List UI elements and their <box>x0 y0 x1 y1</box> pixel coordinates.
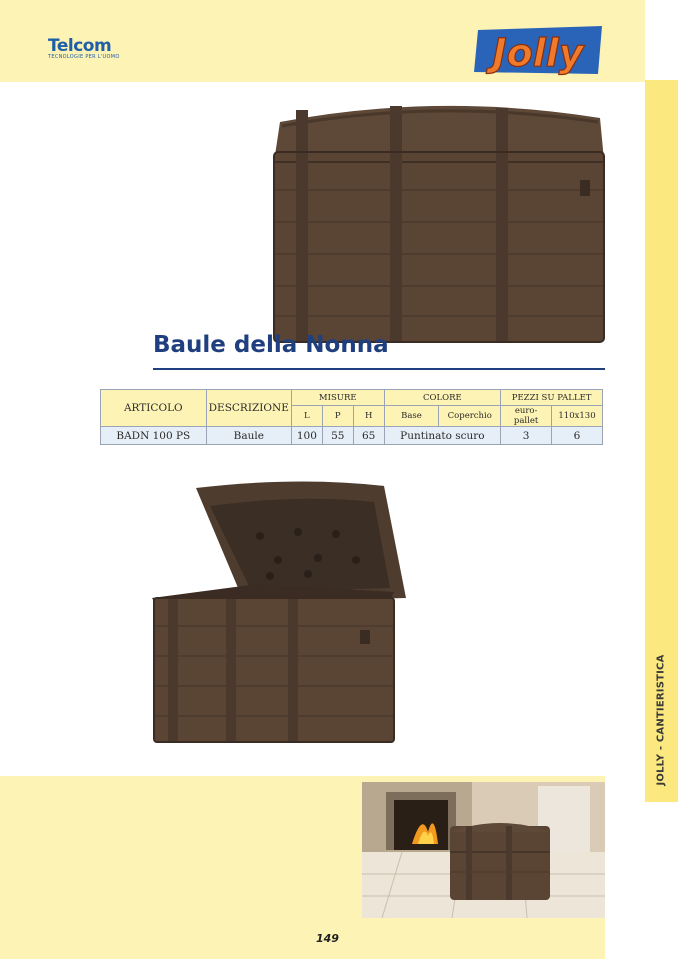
cell-descrizione: Baule <box>206 427 291 445</box>
header-misure: MISURE <box>291 390 384 406</box>
room-photo <box>362 782 605 918</box>
header-coperchio: Coperchio <box>439 406 501 427</box>
header-euro-pallet: euro-pallet <box>501 406 552 427</box>
header-pezzi: PEZZI SU PALLET <box>501 390 603 406</box>
cell-articolo: BADN 100 PS <box>101 427 207 445</box>
title-underline <box>153 368 605 370</box>
header-h: H <box>353 406 384 427</box>
header-p: P <box>322 406 353 427</box>
table-row <box>101 427 603 445</box>
jolly-logo-text: Jolly <box>492 31 584 75</box>
header-size: 110x130 <box>552 406 603 427</box>
product-title: Baule della Nonna <box>153 332 389 358</box>
header-colore: COLORE <box>384 390 501 406</box>
jolly-logo <box>472 22 608 78</box>
open-chest-photo <box>148 480 412 748</box>
cell-p: 55 <box>322 427 353 445</box>
page-number: 149 <box>316 932 339 945</box>
cell-size: 6 <box>552 427 603 445</box>
header-descrizione: DESCRIZIONE <box>206 390 291 427</box>
telcom-logo <box>48 36 120 60</box>
cell-l: 100 <box>291 427 322 445</box>
section-tab-label: JOLLY - CANTIERISTICA <box>655 654 667 786</box>
telcom-logo-name: Telcom <box>48 36 112 56</box>
header-l: L <box>291 406 322 427</box>
cell-euro-pallet: 3 <box>501 427 552 445</box>
header-base: Base <box>384 406 439 427</box>
cell-h: 65 <box>353 427 384 445</box>
telcom-logo-tagline: TECNOLOGIE PER L'UOMO <box>48 54 120 60</box>
cell-colore: Puntinato scuro <box>384 427 501 445</box>
closed-chest-photo <box>268 100 608 345</box>
header-articolo: ARTICOLO <box>101 390 207 427</box>
spec-table <box>100 389 603 445</box>
